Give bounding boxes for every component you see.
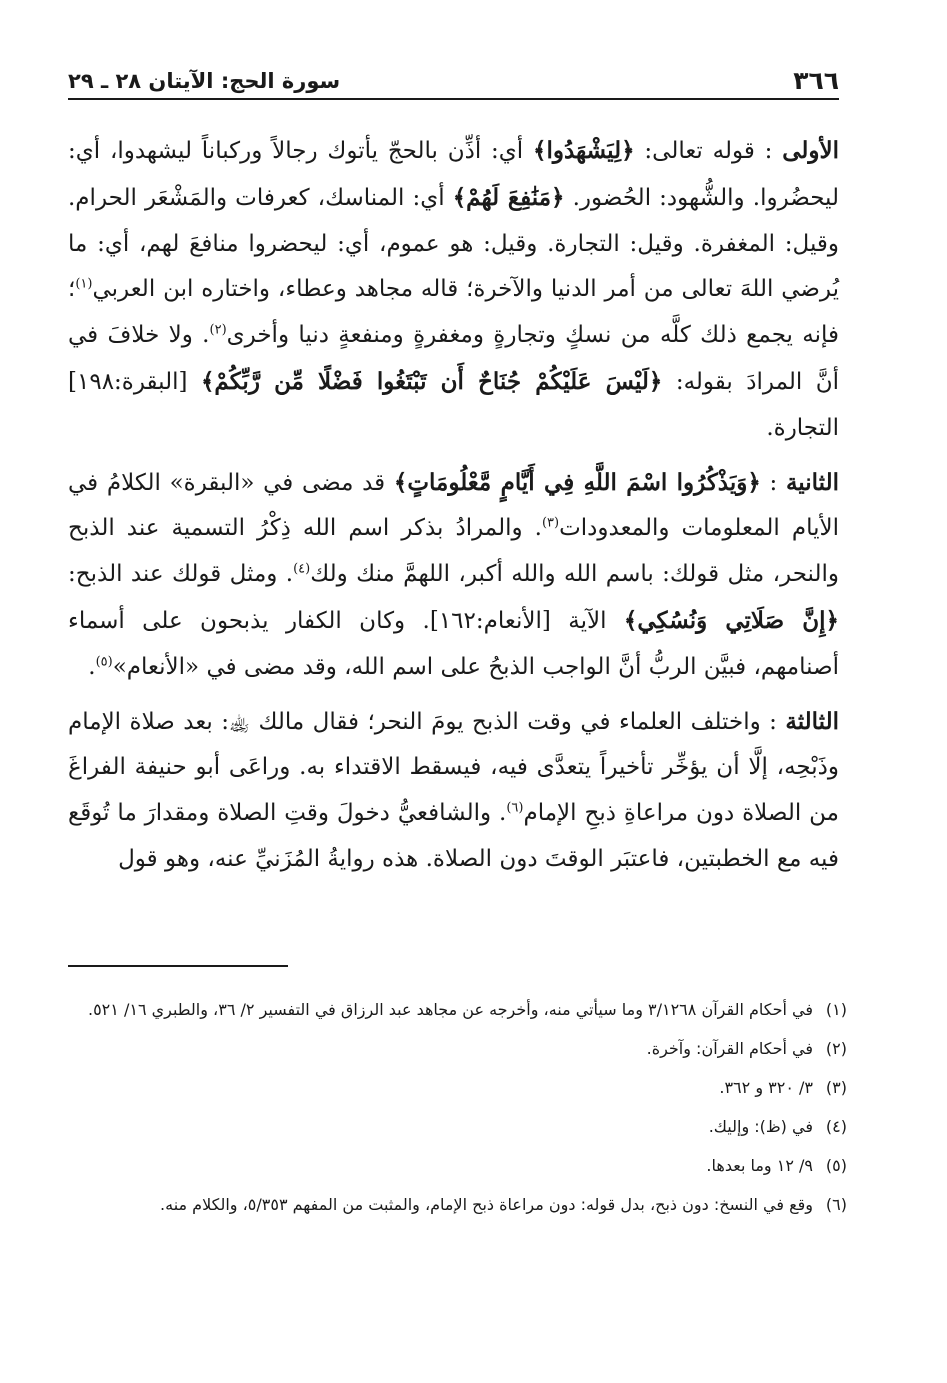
text-segment: . ولا خلافَ في أنَّ المرادَ بقوله:: [68, 322, 840, 395]
issue-paragraph-third: [68, 699, 839, 883]
footnote-marker[interactable]: (٢): [209, 322, 227, 338]
quran-quote: ﴿وَيَذْكُرُوا اسْمَ اللَّهِ فِي أَيَّامٍ مَّعْلُومَاتٍ﴾: [393, 468, 761, 496]
issue-label: الثانية: [785, 468, 839, 496]
footnote-text: ٣/ ٣٢٠ و ٣٦٢.: [719, 1078, 813, 1097]
page-number: ٣٦٦: [793, 66, 839, 95]
footnote: [68, 1189, 847, 1220]
footnote-marker[interactable]: (٤): [293, 561, 311, 577]
footnote-number: (٥): [825, 1156, 847, 1175]
text-segment: أي: المناسك، كعرفات والمَشْعَر الحرام. وقيل: المغفرة. وقيل: التجارة. وقيل: هو عموم، أي: ليحضروا منافعَ لهم، أي: ما يُرضي اللهَ تعالى من أمر الدنيا والآخرة؛ قاله مجاهد وعطاء، واختاره ابن العربي: [68, 184, 839, 303]
issue-paragraph-first: [68, 128, 839, 452]
main-text: [68, 128, 839, 891]
text-segment: الآية [الأنعام:١٦٢]. وكان الكفار يذبحون على أسماء أصنامهم، فبيَّن الربُّ أنَّ الواجب الذبحُ على اسم الله، وقد مضى في «الأنعام»: [68, 607, 839, 680]
footnote-divider: [68, 965, 288, 967]
footnotes: [68, 994, 847, 1228]
footnote: [68, 1150, 847, 1181]
text-segment: .: [88, 653, 96, 680]
text-segment: . والمرادُ بذكر اسم الله ذِكْرُ التسمية عند الذبح والنحر، مثل قولك: باسم الله والله أكبر، اللهمَّ منك ولك: [68, 515, 839, 588]
footnote-marker[interactable]: (٥): [95, 654, 113, 670]
footnote-text: ٩/ ١٢ وما بعدها.: [706, 1156, 813, 1175]
running-title: سورة الحج: الآيتان ٢٨ ـ ٢٩: [68, 69, 341, 93]
quran-quote: ﴿لَيْسَ عَلَيْكُمْ جُنَاحٌ أَن تَبْتَغُوا فَضْلًا مِّن رَّبِّكُمْ﴾: [200, 367, 663, 395]
page-header: [68, 56, 839, 96]
text-segment: . ومثل قولك عند الذبح:: [68, 561, 294, 588]
quran-quote: ﴿مَنَٰفِعَ لَهُمْ﴾: [452, 183, 565, 211]
footnote-number: (٤): [825, 1117, 847, 1136]
text-segment: : واختلف العلماء في وقت الذبح يومَ النحر؛ فقال مالك ﵀: بعد صلاة الإمام وذَبْحِه، إلَّا أن يؤخِّر تأخيراً يتعدَّى فيه، فيسقط الاقتداء به. وراعَى أبو حنيفة الفراغَ من الصلاة دون مراعاةِ ذبحِ الإمام: [68, 708, 839, 827]
issue-label: الثالثة: [785, 707, 839, 735]
footnote-text: في أحكام القرآن ٣/١٢٦٨ وما سيأتي منه، وأخرجه عن مجاهد عبد الرزاق في التفسير ٢/ ٣٦، والطبري ١٦/ ٥٢١.: [87, 1000, 813, 1019]
footnote: [68, 1033, 847, 1064]
issue-label: الأولى: [782, 137, 839, 164]
text-segment: . والشافعيُّ دخولَ وقتِ الصلاة ومقدارَ ما تُوقَع فيه مع الخطبتين، فاعتبَر الوقتَ دون الصلاة. هذه روايةُ المُزَنيِّ عنه، وهو قول: [68, 800, 839, 872]
text-segment: [البقرة:١٩٨] التجارة.: [68, 368, 839, 441]
text-segment: أي: أذِّن بالحجّ يأتوك رجالاً وركباناً ليشهدوا، أي: ليحضُروا. والشُّهود: الحُضور.: [68, 138, 839, 211]
header-divider: [68, 98, 839, 100]
footnote-number: (٦): [825, 1195, 847, 1214]
quran-quote: ﴿لِيَشْهَدُوا﴾: [533, 137, 635, 164]
footnote: [68, 1111, 847, 1142]
footnote-marker[interactable]: (١): [75, 276, 93, 292]
text-segment: : قوله تعالى:: [634, 138, 773, 164]
footnote-text: في أحكام القرآن: وآخرة.: [646, 1039, 813, 1058]
footnote: [68, 994, 847, 1025]
footnote: [68, 1072, 847, 1103]
footnote-marker[interactable]: (٦): [506, 800, 524, 816]
quran-quote: ﴿إِنَّ صَلَاتِي وَنُسُكِي﴾: [623, 606, 839, 634]
footnote-text: في (ظ): وإليك.: [708, 1117, 813, 1136]
text-segment: قد مضى في «البقرة» الكلامُ في الأيام المعلومات والمعدودات: [68, 469, 839, 542]
footnote-text: وقع في النسخ: دون ذبح، بدل قوله: دون مراعاة ذبح الإمام، والمثبت من المفهم ٥/٣٥٣، والكلام منه.: [160, 1195, 813, 1214]
footnote-number: (٢): [825, 1039, 847, 1058]
text-segment: ؛ فإنه يجمع ذلك كلَّه من نسكٍ وتجارةٍ ومغفرةٍ ومنفعةٍ دنيا وأخرى: [68, 276, 840, 349]
text-segment: :: [760, 469, 778, 496]
footnote-number: (١): [825, 1000, 847, 1019]
footnote-marker[interactable]: (٣): [541, 515, 560, 531]
issue-paragraph-second: [68, 460, 839, 691]
footnote-number: (٣): [825, 1078, 847, 1097]
